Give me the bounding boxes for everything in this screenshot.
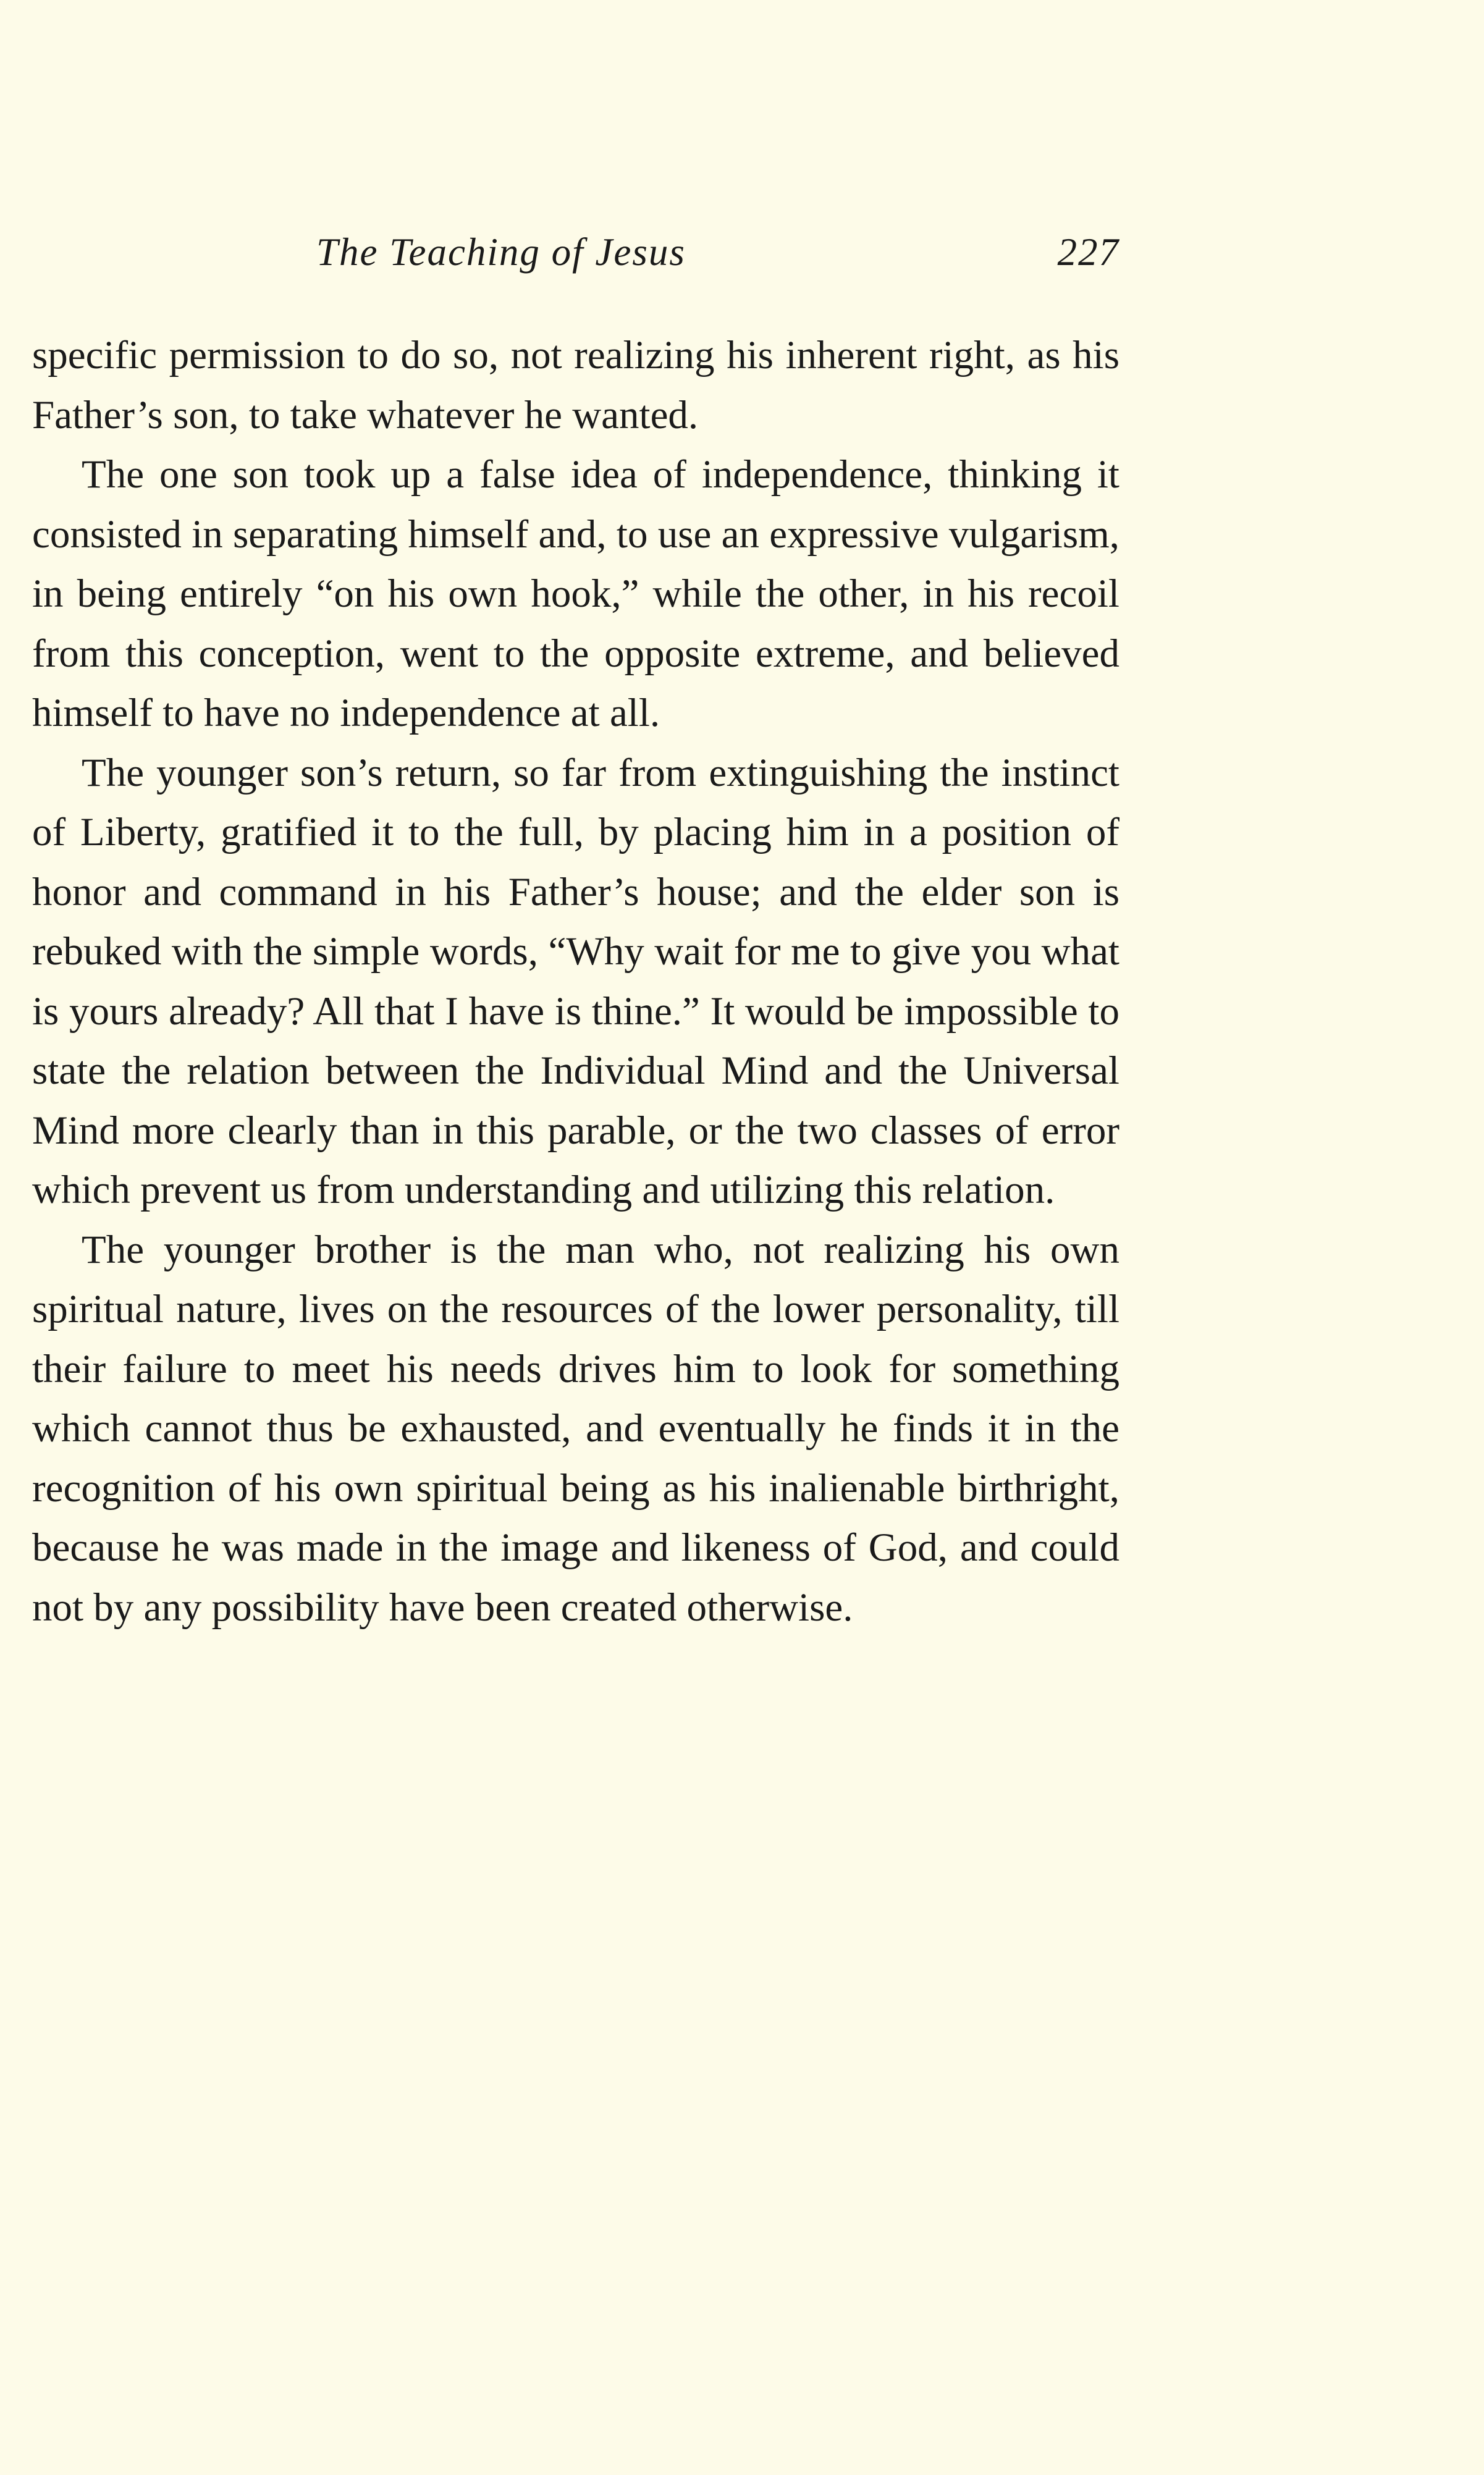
running-title: The Teaching of Jesus <box>316 230 686 274</box>
page-number: 227 <box>1057 230 1119 274</box>
paragraph-continuation: specific permission to do so, not realizing his inherent right, as his Father’s son, to take whatever he wanted. <box>32 333 1119 437</box>
paragraph: The younger brother is the man who, not realizing his own spiritual nature, lives on the resources of the lower personality, till their failure to meet his needs drives him to look for something which cannot thus be exhausted, and eventually he finds it in the recognition of his own spiritual being as his inalienable birthright, because he was made in the image and likeness of God, and could not by any possibility have been created otherwise. <box>32 1227 1119 1630</box>
paragraph: The one son took up a false idea of independence, thinking it consisted in separating himself and, to use an expressive vulgarism, in being entirely “on his own hook,” while the other, in his recoil from this conception, went to the opposite extreme, and believed himself to have no independence at all. <box>32 452 1120 735</box>
body-text <box>32 326 1119 1637</box>
running-head <box>32 230 1119 285</box>
paragraph: The younger son’s return, so far from extinguishing the instinct of Liberty, gratified it to the full, by placing him in a position of honor and command in his Father’s house; and the elder son is rebuked with the simple words, “Why wait for me to give you what is yours already? All that I have is thine.” It would be impossible to state the relation between the Individual Mind and the Universal Mind more clearly than in this parable, or the two classes of error which prevent us from understanding and utilizing this relation. <box>32 750 1119 1212</box>
